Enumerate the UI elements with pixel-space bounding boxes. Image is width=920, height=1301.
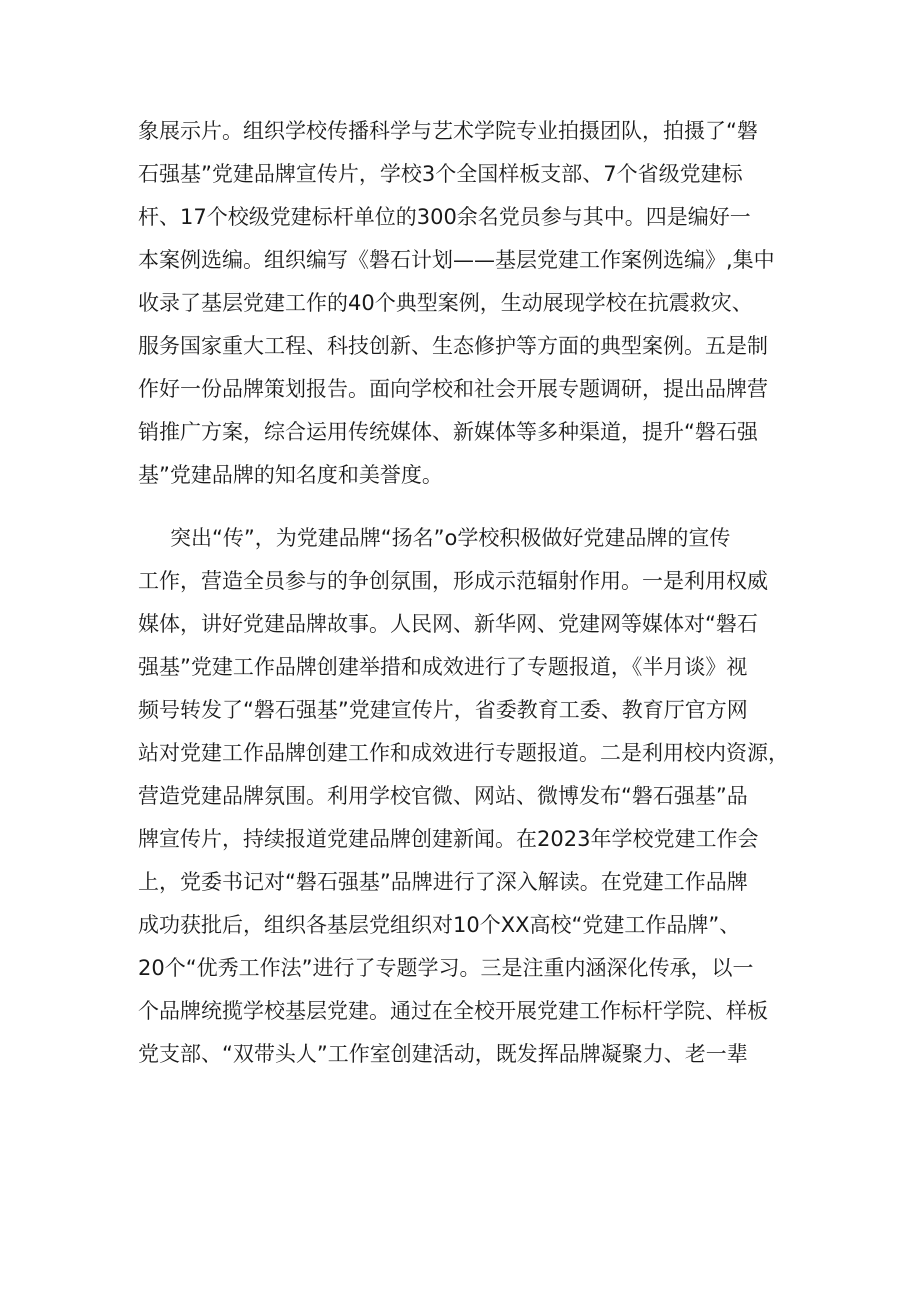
text-line: 本案例选编。组织编写《磐石计划——基层党建工作案例选编》,集中 bbox=[138, 248, 775, 272]
text-line: 石强基”党建品牌宣传片，学校3个全国样板支部、7个省级党建标 bbox=[138, 162, 743, 186]
text-line: 成功获批后，组织各基层党组织对10个XX高校“党建工作品牌”、 bbox=[138, 913, 741, 937]
body-text bbox=[138, 110, 798, 1076]
text-line: 媒体，讲好党建品牌故事。人民网、新华网、党建网等媒体对“磐石 bbox=[138, 612, 758, 636]
text-line: 突出“传”，为党建品牌“扬名”o学校积极做好党建品牌的宣传 bbox=[170, 526, 731, 550]
text-line: 个品牌统揽学校基层党建。通过在全校开展党建工作标杆学院、样板 bbox=[138, 999, 768, 1023]
text-line: 象展示片。组织学校传播科学与艺术学院专业拍摄团队，拍摄了“磐 bbox=[138, 119, 758, 143]
paragraph-1 bbox=[138, 110, 798, 497]
text-line: 20个“优秀工作法”进行了专题学习。三是注重内涵深化传承，以一 bbox=[138, 956, 754, 980]
text-line: 工作，营造全员参与的争创氛围，形成示范辐射作用。一是利用权威 bbox=[138, 569, 768, 593]
text-line: 销推广方案，综合运用传统媒体、新媒体等多种渠道，提升“磐石强 bbox=[138, 420, 758, 444]
text-line: 牌宣传片，持续报道党建品牌创建新闻。在2023年学校党建工作会 bbox=[138, 827, 759, 851]
text-line: 站对党建工作品牌创建工作和成效进行专题报道。二是利用校内资源， bbox=[138, 741, 789, 765]
text-line: 基”党建品牌的知名度和美誉度。 bbox=[138, 463, 443, 487]
text-line: 杆、17个校级党建标杆单位的300余名党员参与其中。四是编好一 bbox=[138, 205, 751, 229]
text-line: 频号转发了“磐石强基”党建宣传片，省委教育工委、教育厅官方网 bbox=[138, 698, 748, 722]
text-line: 服务国家重大工程、科技创新、生态修护等方面的典型案例。五是制 bbox=[138, 334, 768, 358]
text-line: 强基”党建工作品牌创建举措和成效进行了专题报道，《半月谈》视 bbox=[138, 655, 748, 679]
text-line: 作好一份品牌策划报告。面向学校和社会开展专题调研，提出品牌营 bbox=[138, 377, 768, 401]
text-line: 党支部、“双带头人”工作室创建活动，既发挥品牌凝聚力、老一辈 bbox=[138, 1042, 748, 1066]
text-line: 营造党建品牌氛围。利用学校官微、网站、微博发布“磐石强基”品 bbox=[138, 784, 748, 808]
text-line: 上，党委书记对“磐石强基”品牌进行了深入解读。在党建工作品牌 bbox=[138, 870, 748, 894]
paragraph-2 bbox=[138, 517, 798, 1076]
text-line: 收录了基层党建工作的40个典型案例，生动展现学校在抗震救灾、 bbox=[138, 291, 753, 315]
